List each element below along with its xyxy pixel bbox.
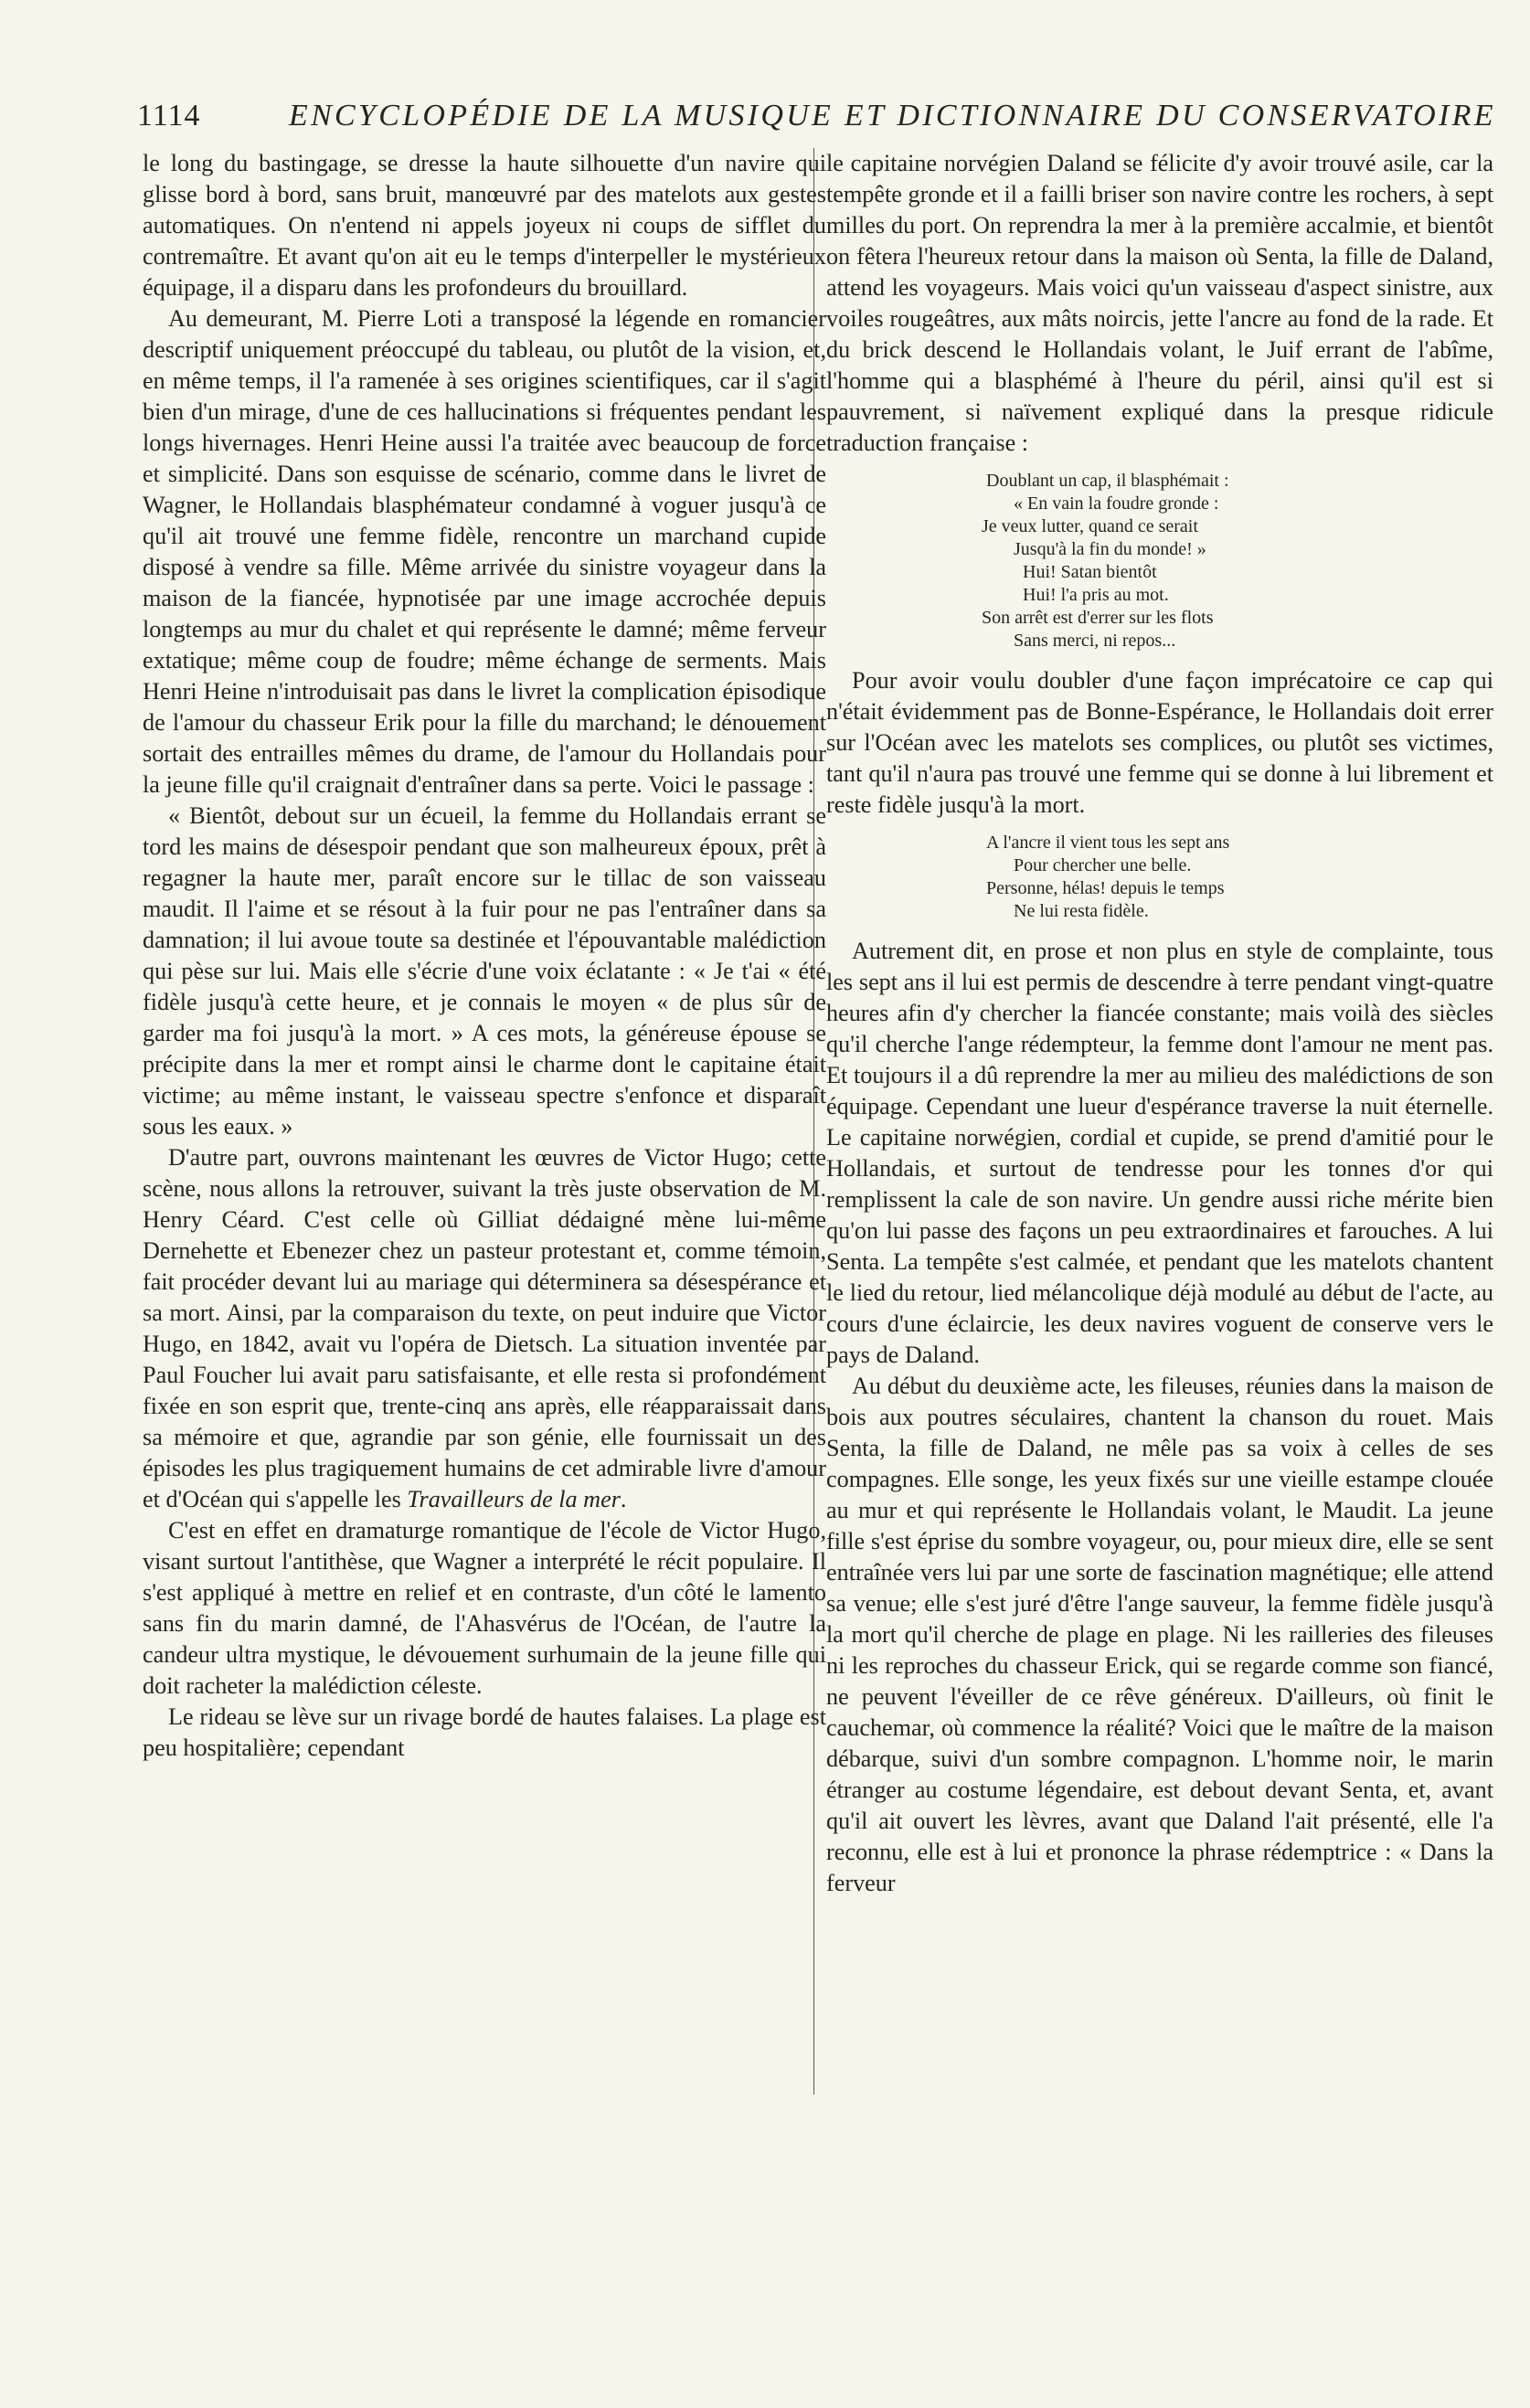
quoted-paragraph: « Bientôt, debout sur un écueil, la femme du Hollandais errant se tord les mains de désespoir pendant que son malheureux époux, prêt à regagner la haute mer, paraît encore sur le tillac de son vaisseau maudit. Il l'aime et se résout à la fuir pour ne pas l'entraîner dans sa damnation; il lui avoue toute sa destinée et l'épouvantable malédiction qui pèse sur lui. Mais elle s'écrie d'une voix éclatante : « Je t'ai « été fidèle jusqu'à cette heure, et je connais le moyen « de plus sûr de garder ma foi jusqu'à la mort. » A ces mots, la généreuse épouse se précipite dans la mer et rompt ainsi le charme dont le capitaine était victime; au même instant, le vaisseau spectre s'enfonce et disparaît sous les eaux. » [143,802,826,1140]
verse-line: Hui! l'a pris au mot. [1023,585,1169,605]
paragraph: Pour avoir voulu doubler d'une façon imprécatoire ce cap qui n'était évidemment pas de Bonne-Espérance, le Hollandais doit errer sur l'Océan avec les matelots ses complices, ou plutôt ses victimes, tant qu'il n'aura pas trouvé une femme qui se donne à lui librement et reste fidèle jusqu'à la mort. [826,667,1493,818]
running-title: ENCYCLOPÉDIE DE LA MUSIQUE ET DICTIONNAIRE DU CONSERVATOIRE [289,99,1496,133]
left-column [143,148,826,1764]
paragraph-text: . [620,1486,627,1512]
verse-line: Pour chercher une belle. [1014,855,1192,875]
verse-line: Personne, hélas! depuis le temps [986,878,1225,898]
verse-line: Sans merci, ni repos... [1014,631,1176,651]
verse-line: Jusqu'à la fin du monde! » [1014,539,1206,559]
paragraph: le long du bastingage, se dresse la haute silhouette d'un navire qui glisse bord à bord, sans bruit, manœuvré par des matelots aux gestes automatiques. On n'entend ni appels joyeux ni coups de sifflet du contremaître. Et avant qu'on ait eu le temps d'interpeller le mystérieux équipage, il a disparu dans les profondeurs du brouillard. [143,150,826,301]
verse-line: « En vain la foudre gronde : [1014,493,1219,514]
verse-line: Doublant un cap, il blasphémait : [986,471,1229,491]
paragraph: le capitaine norvégien Daland se félicite d'y avoir trouvé asile, car la tempête gronde et il a failli briser son navire contre les rochers, à sept milles du port. On reprendra la mer à la première accalmie, et bientôt on fêtera l'heureux retour dans la maison où Senta, la fille de Daland, attend les voyageurs. Mais voici qu'un vaisseau d'aspect sinistre, aux voiles rougeâtres, aux mâts noircis, jette l'ancre au fond de la rade. Et du brick descend le Hollandais volant, le Juif errant de l'abîme, l'homme qui a blasphémé à l'heure du péril, ainsi qu'il est si pauvrement, si naïvement expliqué dans la presque ridicule traduction française : [826,150,1493,456]
paragraph: Au demeurant, M. Pierre Loti a transposé la légende en romancier descriptif uniquement préoccupé du tableau, ou plutôt de la vision, et, en même temps, il l'a ramenée à ses origines scientifiques, car il s'agit bien d'un mirage, d'une de ces hallucinations si fréquentes pendant les longs hivernages. Henri Heine aussi l'a traitée avec beaucoup de force et simplicité. Dans son esquisse de scénario, comme dans le livret de Wagner, le Hollandais blasphémateur condamné à voguer jusqu'à ce qu'il ait trouvé une femme fidèle, rencontre un marchand cupide disposé à vendre sa fille. Même arrivée du sinistre voyageur dans la maison de la fiancée, hypnotisée par une image accrochée depuis longtemps au mur du chalet et qui représente le damné; même ferveur extatique; même coup de foudre; même échange de serments. Mais Henri Heine n'introduisait pas dans le livret la complication épisodique de l'amour du chasseur Erik pour la fille du marchand; le dénouement sortait des entrailles mêmes du drame, de l'amour du Hollandais pour la jeune fille qu'il craignait d'entraîner dans sa perte. Voici le passage : [143,305,826,798]
paragraph [143,1142,826,1515]
paragraph-text: D'autre part, ouvrons maintenant les œuvres de Victor Hugo; cette scène, nous allons la retrouver, suivant la très juste observation de M. Henry Céard. C'est celle où Gilliat dédaigné mène lui-même Dernehette et Ebenezer chez un pasteur protestant et, comme témoin, fait procéder devant lui au mariage qui déterminera sa désespérance et sa mort. Ainsi, par la comparaison du texte, on peut induire que Victor Hugo, en 1842, avait vu l'opéra de Dietsch. La situation inventée par Paul Foucher lui avait paru satisfaisante, et elle resta si profondément fixée en son esprit que, trente-cinq ans après, elle réapparaissait dans sa mémoire et que, agrandie par son génie, elle fournissait un des épisodes les plus tragiquement humains de cet admirable livre d'amour et d'Océan qui s'appelle les [143,1144,826,1512]
right-column [826,148,1493,1899]
verse-block [826,470,1493,652]
paragraph: C'est en effet en dramaturge romantique de l'école de Victor Hugo, visant surtout l'antithèse, que Wagner a interprété le récit populaire. Il s'est appliqué à mettre en relief et en contraste, d'un côté le lamento sans fin du marin damné, de l'Ahasvérus de l'Océan, de l'autre la candeur ultra mystique, le dévouement surhumain de la jeune fille qui doit racheter la malédiction céleste. [143,1517,826,1699]
page-number: 1114 [137,99,201,133]
verse-line: Je veux lutter, quand ce serait [982,516,1198,536]
verse-line: Son arrêt est d'errer sur les flots [982,608,1214,628]
book-title: Travailleurs de la mer [407,1486,621,1512]
paragraph: Le rideau se lève sur un rivage bordé de hautes falaises. La plage est peu hospitalière; cependant [143,1703,826,1761]
paragraph: Au début du deuxième acte, les fileuses, réunies dans la maison de bois aux poutres séculaires, chantent la chanson du rouet. Mais Senta, la fille de Daland, ne mêle pas sa voix à celles de ses compagnes. Elle songe, les yeux fixés sur une vieille estampe clouée au mur et qui représente le Hollandais volant, le Maudit. La jeune fille s'est éprise du sombre voyageur, ou, pour mieux dire, elle se sent entraînée vers lui par une sorte de fascination magnétique; elle attend sa venue; elle s'est juré d'être l'ange sauveur, la femme fidèle jusqu'à la mort qu'il cherche de plage en plage. Ni les railleries des fileuses ni les reproches du chasseur Erick, qui se regarde comme son fiancé, ne peuvent l'éveiller de ce rêve généreux. D'ailleurs, où finit le cauchemar, où commence la réalité? Voici que le maître de la maison débarque, suivi d'un sombre compagnon. L'homme noir, le marin étranger au costume légendaire, est debout devant Senta, et, avant qu'il ait ouvert les lèvres, avant que Daland l'ait présenté, elle l'a reconnu, elle est à lui et prononce la phrase rédemptrice : « Dans la ferveur [826,1373,1493,1896]
verse-line: Hui! Satan bientôt [1023,562,1157,582]
verse-block [826,832,1493,923]
verse-line: A l'ancre il vient tous les sept ans [986,833,1230,853]
paragraph: Autrement dit, en prose et non plus en style de complainte, tous les sept ans il lui est permis de descendre à terre pendant vingt-quatre heures afin d'y chercher la fiancée constante; mais voilà des siècles qu'il cherche l'ange rédempteur, la femme dont l'amour ne ment pas. Et toujours il a dû reprendre la mer au milieu des malédictions de son équipage. Cependant une lueur d'espérance traverse la nuit éternelle. Le capitaine norwégien, cordial et cupide, se prend d'amitié pour le Hollandais, et surtout de tendresse pour les tonnes d'or qui remplissent la cale de son navire. Un gendre aussi riche mérite bien qu'on lui passe des façons un peu extraordinaires et farouches. A lui Senta. La tempête s'est calmée, et pendant que les matelots chantent le lied du retour, lied mélancolique déjà modulé au début de l'acte, au cours d'une éclaircie, les deux navires voguent de conserve vers le pays de Daland. [826,938,1493,1368]
verse-line: Ne lui resta fidèle. [1014,901,1149,921]
